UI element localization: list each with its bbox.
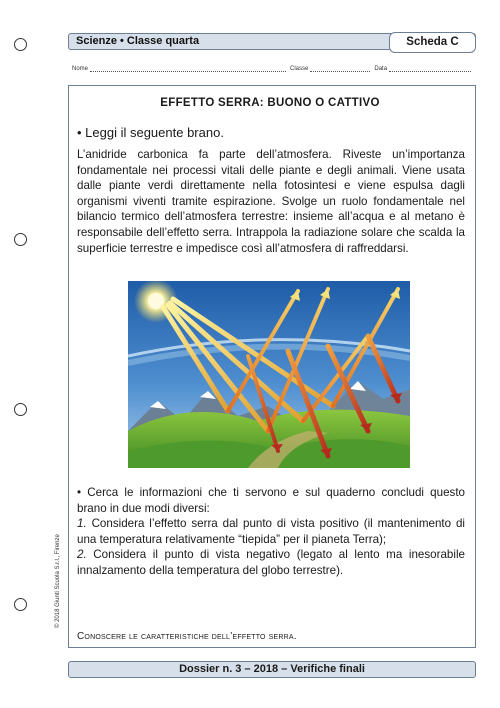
greenhouse-illustration [128, 281, 410, 468]
date-label: Data [374, 66, 388, 72]
class-field[interactable] [290, 66, 370, 72]
sheet-label: Scheda C [389, 32, 476, 53]
name-field[interactable] [72, 66, 286, 72]
option1-number: 1. [77, 517, 87, 531]
footer-bar: Dossier n. 3 – 2018 – Verifiche finali [68, 661, 476, 678]
instruction-conclude [77, 485, 465, 579]
instruction-read: • Leggi il seguente brano. [77, 125, 224, 140]
class-label: Classe [290, 66, 309, 72]
name-label: Nome [72, 66, 89, 72]
copyright-notice: © 2018 Giunti Scuola S.r.l., Firenze [55, 534, 61, 628]
binder-hole [14, 233, 27, 246]
header-bar [68, 33, 476, 50]
instruction2-text: • Cerca le informazioni che ti servono e sul quaderno concludi questo brano in due modi diversi: [77, 486, 465, 515]
student-fields [72, 66, 475, 72]
reading-text: L’anidride carbonica fa parte dell’atmosfera. Riveste un’importanza fondamentale nei processi vitali delle piante e degli animali. Viene usata dalle piante verdi direttamente nella fotosintesi e viene espulsa dagli organismi viventi tramite espirazione. Svolge un ruolo fondamentale nel bilancio termico dell’atmosfera terrestre: insieme all’acqua e al metano è responsabile dell’effetto serra. Intrappola la radiazione solare che scalda la superficie terrestre e impedisce così all’atmosfera di raffreddarsi. [77, 148, 465, 255]
option2-text: Considera il punto di vista negativo (legato al lento ma inesorabile innalzamento della temperatura del globo terrestre). [77, 548, 465, 577]
learning-objective: Conoscere le caratteristiche dell’effetto serra. [77, 631, 297, 642]
binder-hole [14, 598, 27, 611]
option1-text: Considera l’effetto serra dal punto di vista positivo (il mantenimento di una temperatura relativamente “tiepida” per il pianeta Terra); [77, 517, 465, 546]
subject-label: Scienze • Classe quarta [76, 35, 200, 47]
binder-hole [14, 38, 27, 51]
binder-hole [14, 403, 27, 416]
date-field[interactable] [374, 66, 471, 72]
option2-number: 2. [77, 548, 87, 562]
page-title: EFFETTO SERRA: BUONO O CATTIVO [160, 97, 380, 109]
